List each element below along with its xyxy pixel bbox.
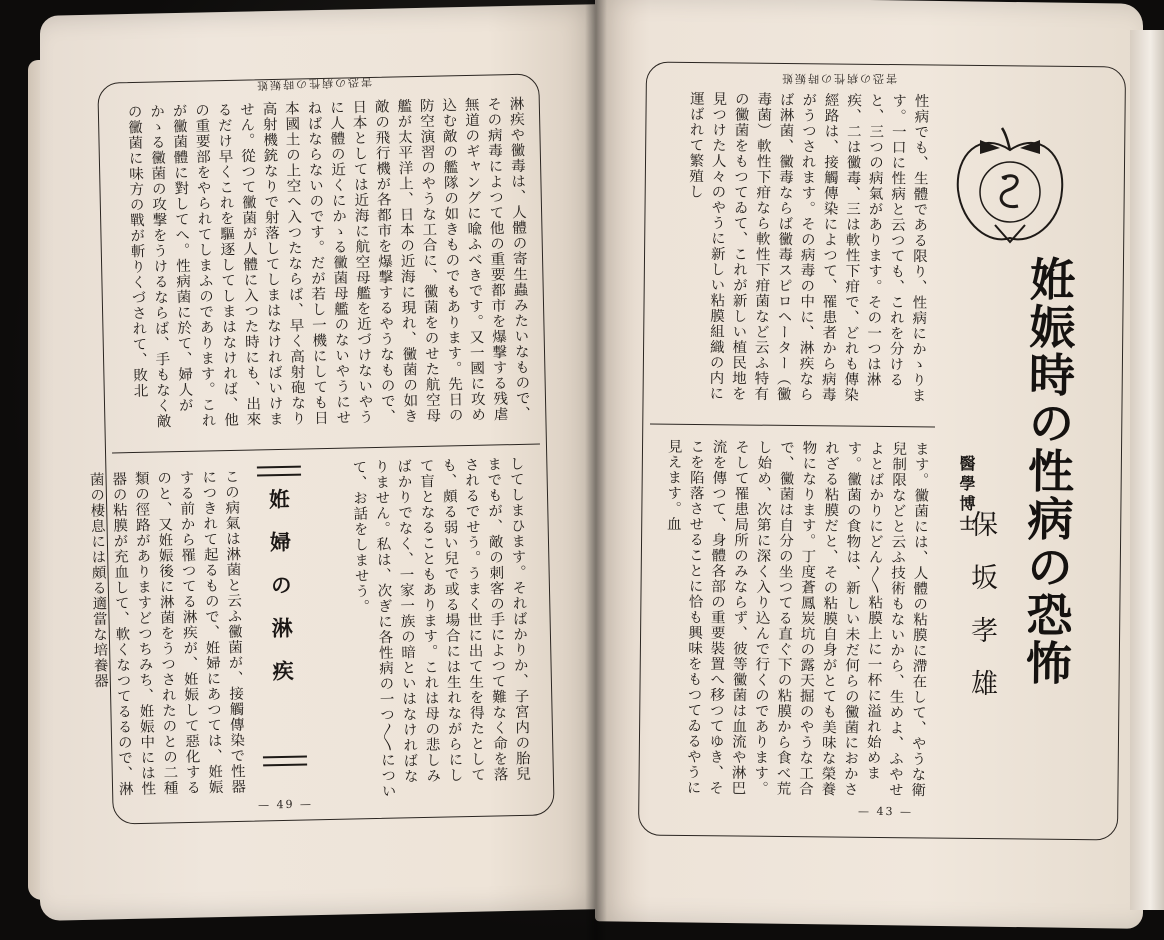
section-title: 姙婦の淋疾 bbox=[266, 487, 296, 704]
right-lower-text: ます。黴菌には、人體の粘膜に滯在して、やうな衛兒制限などと云ふ技術もないから、生めよ、ふやせよとばかりにどん〳〵粘膜上に一杯に溢れ始めます。黴菌の食物は、新しい未だ何らの黴菌におかされざる粘膜だと、その粘膜自身がとても美味な榮養物になります。丁度蒼鳳炭坑の露天掘のやうな工合で、黴菌は自分の坐つてる直ぐ下の粘膜から食べ荒し始め、次第に深く入り込んで行くのであります。そして罹患局所のみならず、彼等黴菌は血流や淋巴流を傳つて、身體各部の重要裝置へ移つてゆき、そこを陷落させることに恰も興味をもつてゐるやうに見えます。血 bbox=[664, 438, 929, 798]
apple-snake-emblem-icon bbox=[950, 120, 1070, 250]
section-heading-box bbox=[249, 465, 315, 766]
right-upper-text: 性病でも、生體である限り、性病にかゝります。一口に性病と云つても、これを分けると、三つの病氣があります。その一つは淋疾、二は黴毒、三は軟性下疳で、どれも傳染經路は、接觸傳染によつて、罹患者から病毒がうつされます。その病毒の中に、淋疾ならば淋菌、黴毒ならば黴毒スピロヘーター（黴毒菌）軟性下疳なら軟性下疳菌など云ふ特有の黴菌をもつてゐて、これが新しい植民地を見つけた人々のやうに新しい粘膜組織の内に運ばれて繁殖し bbox=[686, 90, 929, 404]
article-title: 姙娠時の性病の恐怖 bbox=[1018, 254, 1078, 688]
left-section-text: この病氣は淋菌と云ふ黴菌が、接觸傳染で性器につきれて起るもので、姙婦にあつては、姙娠する前から罹つてる淋疾が、姙娠して惡化するのと、又姙娠後に淋菌をうつされたのとの二種類の徑路がありますどつちみち、姙娠中には性器の粘膜が充血して、軟くなつてるるので、淋菌の棲息には頗る適當な培養器 bbox=[87, 468, 246, 797]
book-gutter bbox=[585, 0, 607, 940]
author-name: 保坂孝雄 bbox=[966, 510, 997, 722]
left-page-number: — 49 — bbox=[257, 797, 314, 812]
left-running-head: 害恐の病性の時娠姙 bbox=[254, 74, 373, 93]
title-column-separator bbox=[940, 70, 941, 830]
left-lower-text: してしまひます。そればかりか、子宮内の胎兒までもが、敵の刺客の手によつて難なく命を落されるでせう。うまく世に出て生を得たとしても、頗る弱い兒で或る場合には生れながらにして盲となることもあります。これは母の悲しみばかりでなく、一家一族の暗といはなければなりません。私は、次ぎに各性病の一つ〳〵について、お話をしませう。 bbox=[350, 456, 531, 800]
right-page-number: — 43 — bbox=[857, 804, 914, 819]
author-title: 醫學博士 bbox=[957, 455, 976, 535]
section-rule-top bbox=[257, 466, 301, 477]
left-upper-text: 淋疾や黴毒は、人體の寄生蟲みたいなもので、その病毒によつて他の重要都市を爆撃する残虐無道のギャングに喩ふべきです。又一國に攻め込む敵の艦隊の如きものでもあります。先日の防空演習のやうな工合に、黴菌をのせた航空母艦が太平洋上、日本の近海に現れ、黴菌の如き敵の飛行機が各都市を爆撃するやうなもので、日本としては近海に航空母艦を近づけないやうに人體の近くにかゝる黴菌母艦のないやうにせねばならないのです。だが若し一機にしても日本國土の上空へ入つたならば、早く高射砲なり高射機銃なりで射落してしまはなければいけません。從つて黴菌が人體に入つた時にも、出來るだけ早くこれを驅逐してしまはなければ、他の重要部をやられてしまふのであります。これが黴菌體に對してへ。性病菌に於て、婦人がかゝる黴菌の攻撃をうけるならば、手もなく敵の黴菌に味方の戰が斬りくづされて、敗北 bbox=[125, 95, 531, 430]
section-rule-bottom bbox=[263, 756, 307, 767]
right-page-edge bbox=[1130, 30, 1164, 910]
right-running-head: 害恐の病性の時娠姙 bbox=[780, 72, 897, 85]
